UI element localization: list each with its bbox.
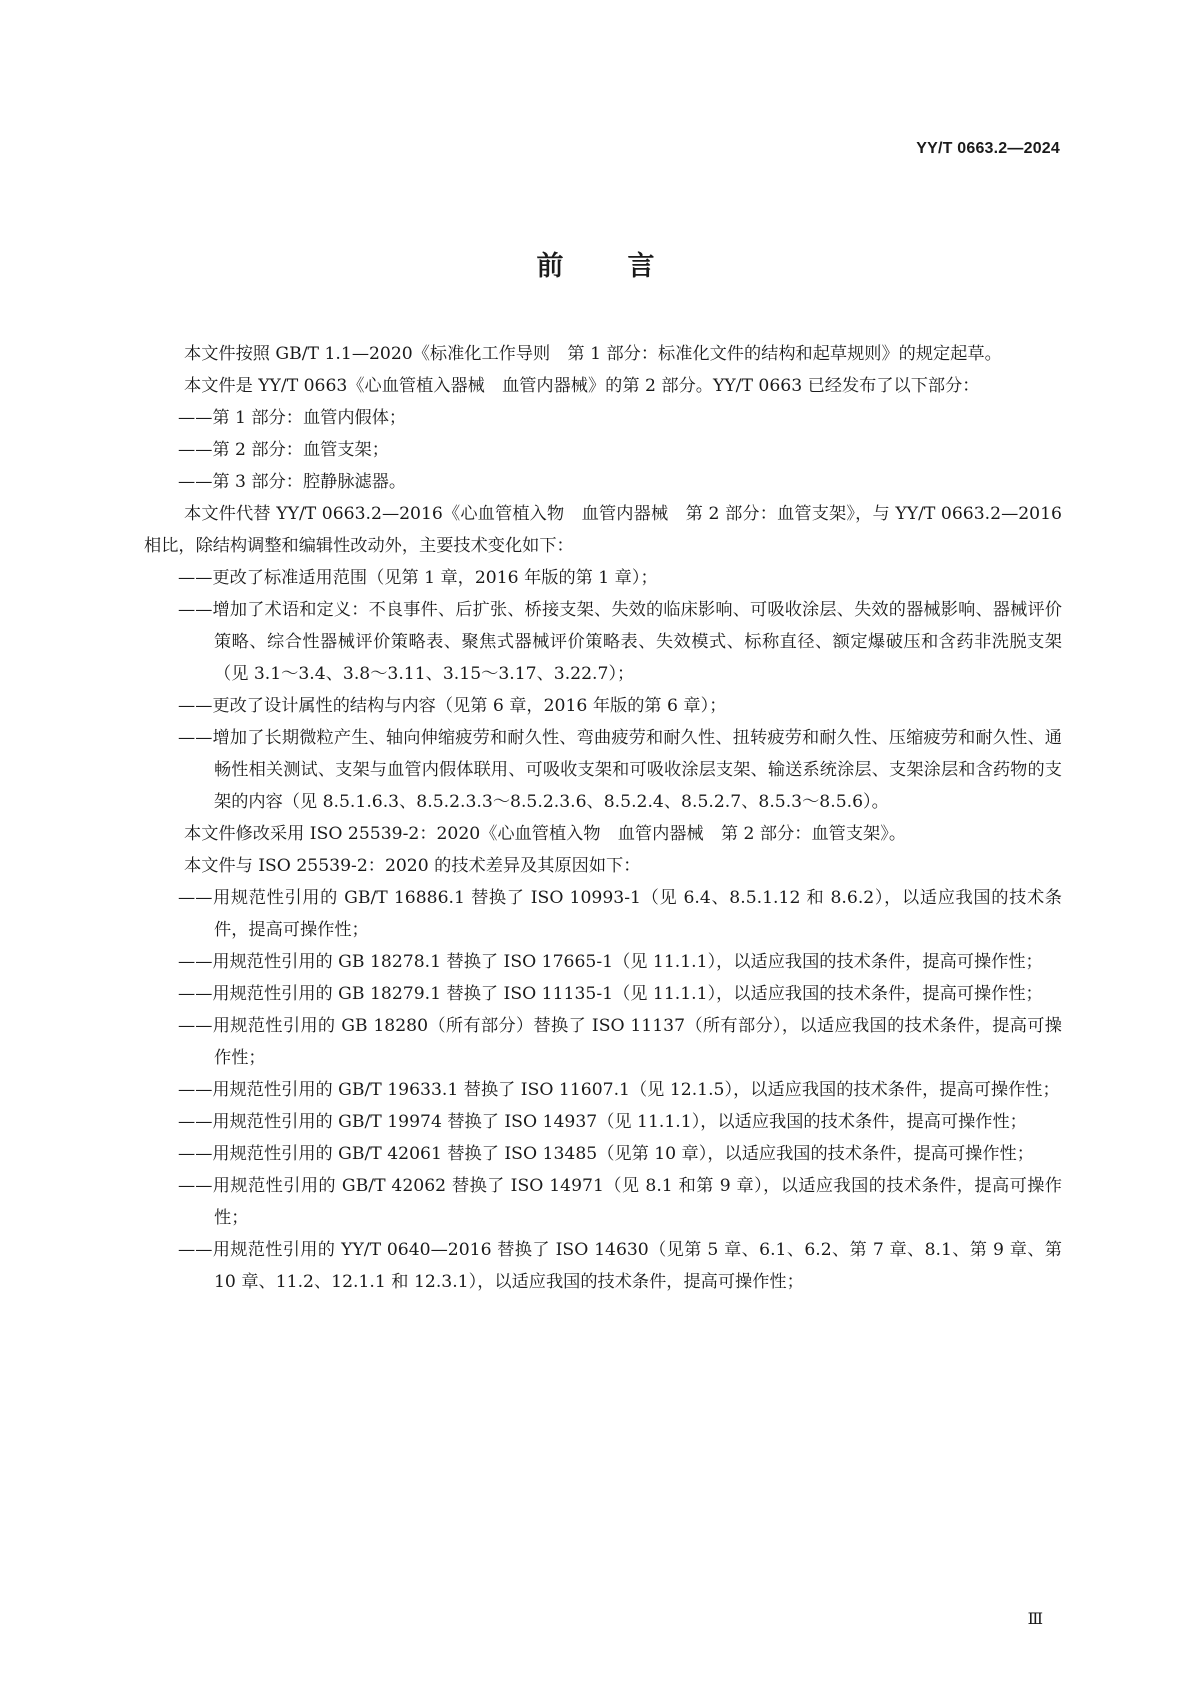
list-item: ——增加了长期微粒产生、轴向伸缩疲劳和耐久性、弯曲疲劳和耐久性、扭转疲劳和耐久性、压缩疲劳和耐久性、通畅性相关测试、支架与血管内假体联用、可吸收支架和可吸收涂层支架、输送系统涂层、支架涂层和含药物的支架的内容（见 8.5.1.6.3、8.5.2.3.3～8.5.2.3.6、8.5.2.4、8.5.2.7、8.5.3～8.5.6）。 xyxy=(178,728,1062,812)
list-item: ——用规范性引用的 GB/T 19974 替换了 ISO 14937（见 11.1.1），以适应我国的技术条件，提高可操作性； xyxy=(178,1112,1027,1132)
list-item: ——第 3 部分：腔静脉滤器。 xyxy=(178,472,407,492)
list-item: ——更改了标准适用范围（见第 1 章，2016 年版的第 1 章）； xyxy=(178,568,658,588)
page-number: Ⅲ xyxy=(1027,1609,1043,1628)
list-item: ——用规范性引用的 GB/T 42062 替换了 ISO 14971（见 8.1 和第 9 章），以适应我国的技术条件，提高可操作性； xyxy=(178,1176,1062,1228)
list-item: ——更改了设计属性的结构与内容（见第 6 章，2016 年版的第 6 章）； xyxy=(178,696,727,716)
document-body xyxy=(144,338,1062,1298)
list-item: ——用规范性引用的 GB/T 16886.1 替换了 ISO 10993-1（见 6.4、8.5.1.12 和 8.6.2），以适应我国的技术条件，提高可操作性； xyxy=(178,888,1062,940)
list-item: ——增加了术语和定义：不良事件、后扩张、桥接支架、失效的临床影响、可吸收涂层、失效的器械影响、器械评价策略、综合性器械评价策略表、聚焦式器械评价策略表、失效模式、标称直径、额定爆破压和含药非洗脱支架（见 3.1～3.4、3.8～3.11、3.15～3.17、3.22.7）； xyxy=(178,600,1062,684)
standard-code-text: YY/T 0663.2—2024 xyxy=(916,140,1060,157)
paragraph: 本文件与 ISO 25539-2：2020 的技术差异及其原因如下： xyxy=(184,856,641,876)
list-item: ——用规范性引用的 GB/T 42061 替换了 ISO 13485（见第 10 章），以适应我国的技术条件，提高可操作性； xyxy=(178,1144,1034,1164)
list-item: ——用规范性引用的 GB 18278.1 替换了 ISO 17665-1（见 11.1.1），以适应我国的技术条件，提高可操作性； xyxy=(178,952,1043,972)
paragraph: 本文件按照 GB/T 1.1—2020《标准化工作导则 第 1 部分：标准化文件的结构和起草规则》的规定起草。 xyxy=(184,344,1002,364)
list-item: ——用规范性引用的 GB 18279.1 替换了 ISO 11135-1（见 11.1.1），以适应我国的技术条件，提高可操作性； xyxy=(178,984,1043,1004)
list-item: ——用规范性引用的 GB 18280（所有部分）替换了 ISO 11137（所有部分），以适应我国的技术条件，提高可操作性； xyxy=(178,1016,1062,1068)
paragraph: 本文件是 YY/T 0663《心血管植入器械 血管内器械》的第 2 部分。YY/T 0663 已经发布了以下部分： xyxy=(184,376,980,396)
list-item: ——第 1 部分：血管内假体； xyxy=(178,408,407,428)
list-item: ——用规范性引用的 YY/T 0640—2016 替换了 ISO 14630（见第 5 章、6.1、6.2、第 7 章、8.1、第 9 章、第 10 章、11.2、12.1.1 和 12.3.1），以适应我国的技术条件，提高可操作性； xyxy=(178,1240,1062,1292)
standard-code xyxy=(916,140,1060,158)
paragraph: 本文件代替 YY/T 0663.2—2016《心血管植入物 血管内器械 第 2 部分：血管支架》，与 YY/T 0663.2—2016 相比，除结构调整和编辑性改动外，主要技术变化如下： xyxy=(144,504,1062,556)
list-item: ——第 2 部分：血管支架； xyxy=(178,440,389,460)
page-title: 前言 xyxy=(536,251,719,282)
paragraph: 本文件修改采用 ISO 25539-2：2020《心血管植入物 血管内器械 第 2 部分：血管支架》。 xyxy=(184,824,907,844)
list-item: ——用规范性引用的 GB/T 19633.1 替换了 ISO 11607.1（见 12.1.5），以适应我国的技术条件，提高可操作性； xyxy=(178,1080,1060,1100)
